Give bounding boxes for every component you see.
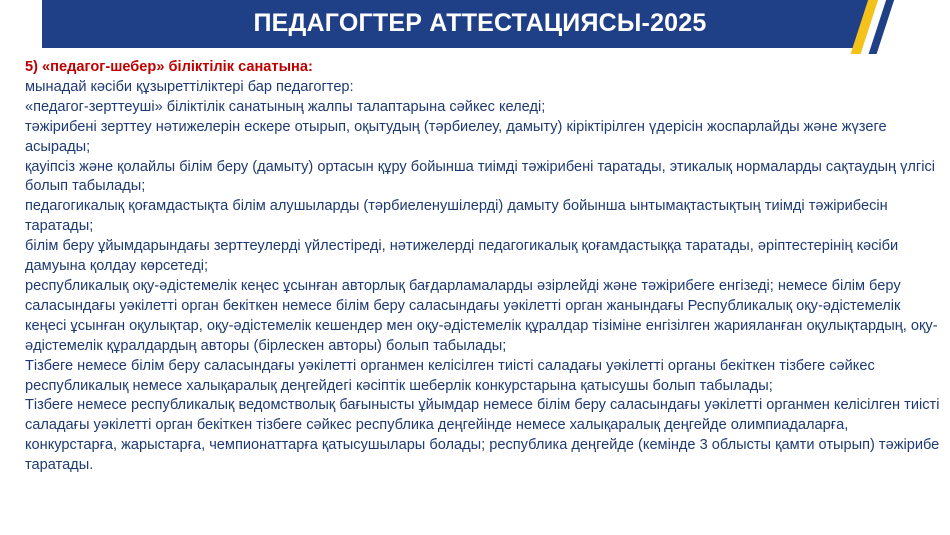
- paragraph: Тізбеге немесе білім беру саласындағы уәкілетті органмен келісілген тиісті саладағы уәкілетті органы бекіткен тізбеге сәйкес республикалық немесе халықаралық деңгейдегі кәсіптік шеберлік конкурстарына қатысушы болып табылады;: [25, 357, 875, 394]
- slide-title: ПЕДАГОГТЕР АТТЕСТАЦИЯСЫ-2025: [253, 9, 707, 37]
- paragraph: республикалық оқу-әдістемелік кеңес ұсынған авторлық бағдарламаларды әзірлейді және тәжірибеге енгізеді; немесе білім беру саласындағы уәкілетті орган бекіткен немесе білім беру саласындағы уәкілетті орган жанындағы Республикалық оқу-әдістемелік кеңесі ұсынған оқулықтар, оқу-әдістемелік кешендер мен оқу-әдістемелік құралдар тізіміне енгізілген жарияланған оқулықтардың, оқу-әдістемелік құралдардың авторы (бірлескен авторы) болып табылады;: [25, 277, 938, 354]
- slide-body: [25, 58, 940, 476]
- paragraph: мынадай кәсіби құзыреттіліктері бар педагогтер:: [25, 78, 354, 95]
- paragraph: «педагог-зерттеуші» біліктілік санатының жалпы талаптарына сәйкес келеді;: [25, 98, 546, 115]
- paragraph: педагогикалық қоғамдастықта білім алушыларды (тәрбиеленушілерді) дамыту бойынша ынтымақтастықтың тиімді тәжірибесін таратады;: [25, 198, 888, 235]
- category-subtitle: 5) «педагог-шебер» біліктілік санатына:: [25, 59, 313, 75]
- paragraph: білім беру ұйымдарындағы зерттеулерді үйлестіреді, нәтижелерді педагогикалық қоғамдастыққа таратады, әріптестерінің кәсіби дамуына қолдау көрсетеді;: [25, 238, 899, 275]
- paragraph: тәжірибені зерттеу нәтижелерін ескере отырып, оқытудың (тәрбиелеу, дамыту) кіріктірілген үдерісін жоспарлайды және жүзеге асырады;: [25, 118, 887, 155]
- paragraph: Тізбеге немесе республикалық ведомстволық бағынысты ұйымдар немесе білім беру саласындағы уәкілетті органмен келісілген тиісті саладағы уәкілетті орган бекіткен тізбеге сәйкес республика деңгейінде немесе халықаралық деңгейде олимпиадаларға, конкурстарға, жарыстарға, чемпионаттарға қатысушылары болады; республика деңгейде (кемінде 3 облысты қамти отырып) тәжірибе таратады.: [25, 397, 940, 474]
- paragraph: қауіпсіз және қолайлы білім беру (дамыту) ортасын құру бойынша тиімді тәжірибені таратады, этикалық нормаларды сақтаудың үлгісі болып табылады;: [25, 158, 936, 195]
- slide-header: [0, 0, 950, 48]
